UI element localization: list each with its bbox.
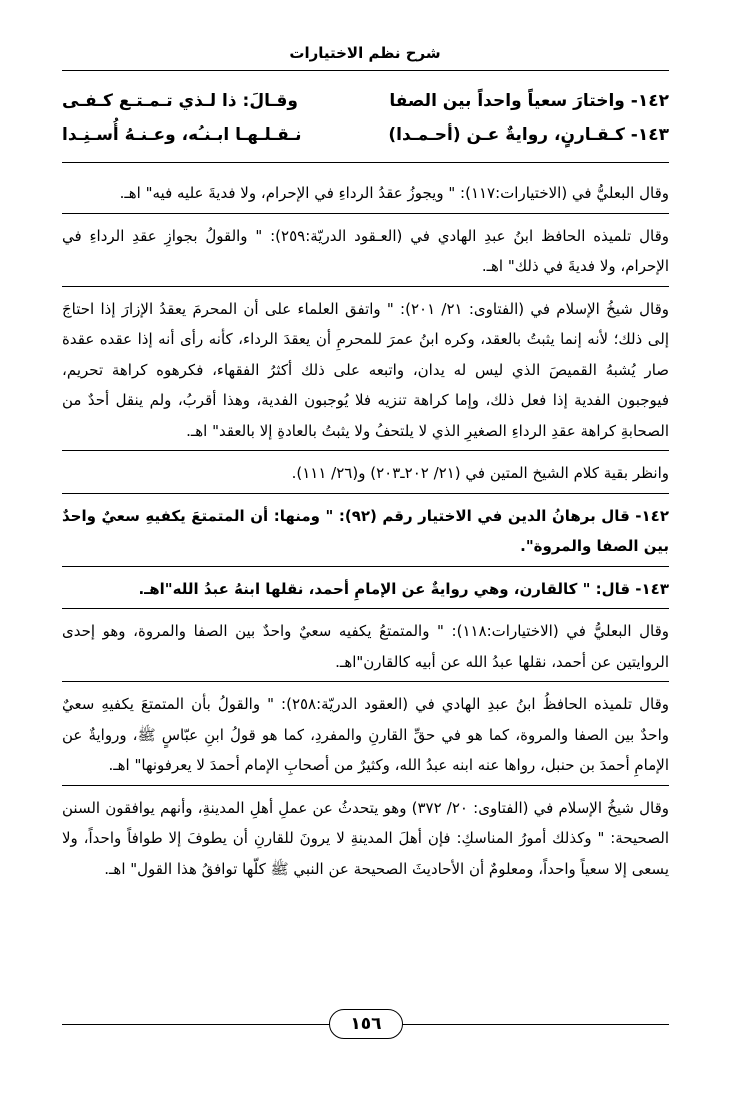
verse-143-second-hemistich: نـقـلـهـا ابـنـُه، وعـنـهُ أُسـنِـدا [62, 125, 302, 145]
commentary-body [62, 178, 669, 891]
paragraph-fatawa-20-372: وقال شيخُ الإسلام في (الفتاوى: ٢٠/ ٣٧٢) وهو يتحدثُ عن عملِ أهلِ المدينةِ، وأنهم يوافقون السنن الصحيحة: " وكذلك أمورُ المناسكِ: فإن أهلَ المدينةِ لا يرونَ للقارنِ أن يطوفَ إلا طوافاً واحداً، ولا يسعى إلا سعياً واحداً، ومعلومٌ أن الأحاديثَ الصحيحة عن النبي ﷺ كلّها توافقُ هذا القول" اهـ. [62, 798, 670, 878]
paragraph-ibn-abd-alhadi-259: وقال تلميذه الحافظ ابنُ عبدِ الهادي في (العـقود الدريّة:٢٥٩): " والقولُ بجوازِ عقدِ الرداءِ في الإحرام، ولا فديةَ في ذلك" اهـ. [62, 221, 669, 287]
paragraph-ibn-abd-alhadi-258: وقال تلميذه الحافظُ ابنُ عبدِ الهادي في (العقود الدريّة:٢٥٨): " والقولُ بأن المتمتعَ يكفيهِ سعيٌ واحدٌ بين الصفا والمروة، كما هو في حقِّ القارنِ والمفردِ، كما هو قولُ ابنِ عبّاسٍ ﷺ، وروايةٌ عن الإمامِ أحمدَ بن حنبل، رواها عنه ابنه عبدُ الله، وكثيرٌ من أصحابِ الإمام أحمدَ لا يعرفونها" اهـ. [62, 689, 669, 786]
paragraph-see-also: وانظر بقية كلام الشيخ المتين في (٢١/ ٢٠٢ـ٢٠٣) و(٢٦/ ١١١). [62, 458, 669, 494]
verse-142-first-hemistich: ١٤٢- واختارَ سعياً واحداً بين الصفا [389, 91, 669, 111]
running-header: شرح نظم الاختيارات [289, 44, 441, 62]
paragraph-142-burhan: ١٤٢- قال برهانُ الدين في الاختيار رقم (٩٢): " ومنها: أن المتمتعَ يكفيهِ سعيٌ واحدٌ بين الصفا والمروة". [62, 501, 669, 567]
paragraph-143-qal: ١٤٣- قال: " كالقارن، وهي روايةٌ عن الإمامِ أحمد، نقلها ابنهُ عبدُ الله"اهـ. [62, 574, 669, 610]
page-number: ١٥٦ [329, 1009, 403, 1039]
header-rule [62, 70, 669, 71]
verses-rule [62, 162, 669, 163]
verse-line-142 [62, 91, 669, 111]
verse-142-second-hemistich: وقـالَ: ذا لـذي تـمـتـع كـفـى [62, 91, 298, 111]
paragraph-baali-118: وقال البعليُّ في (الاختيارات:١١٨): " والمتمتعُ يكفيه سعيٌ واحدٌ بين الصفا والمروة، وهو إحدى الروايتين عن أحمد، نقلها عبدُ الله عن أبيه كالقارن"اهـ. [62, 616, 669, 682]
verse-143-first-hemistich: ١٤٣- كـقـارنٍ، روايةٌ عـن (أحـمـدا) [388, 125, 669, 145]
paragraph-fatawa-21-201: وقال شيخُ الإسلام في (الفتاوى: ٢١/ ٢٠١): " واتفق العلماء على أن المحرمَ يعقدُ الإزارَ إذا احتاجَ إلى ذلك؛ لأنه إنما يثبتُ بالعقد، وكره ابنُ عمرَ للمحرمِ أن يعقدَ الرداء، كأنه رأى أنه إذا عقده عقدة صار يُشبهُ القميصَ الذي ليس له يدان، واتبعه على ذلك أكثرُ الفقهاء، فكرهوه كراهة تحريم، فيوجبون الفدية إذا فعل ذلك، وإما كراهة تنزيه فلا يُوجبون الفدية، وهذا أقربُ، ولم ينقل أحدٌ من الصحابةِ كراهة عقدِ الرداءِ الصغيرِ الذي لا يلتحفُ ولا يثبتُ بالعادةِ إلا بالعقد" اهـ. [62, 294, 669, 452]
verse-line-143 [62, 125, 669, 145]
paragraph-baali-117: وقال البعليُّ في (الاختيارات:١١٧): " ويجوزُ عقدُ الرداءِ في الإحرام، ولا فديةَ عليه فيه" اهـ. [62, 178, 669, 214]
